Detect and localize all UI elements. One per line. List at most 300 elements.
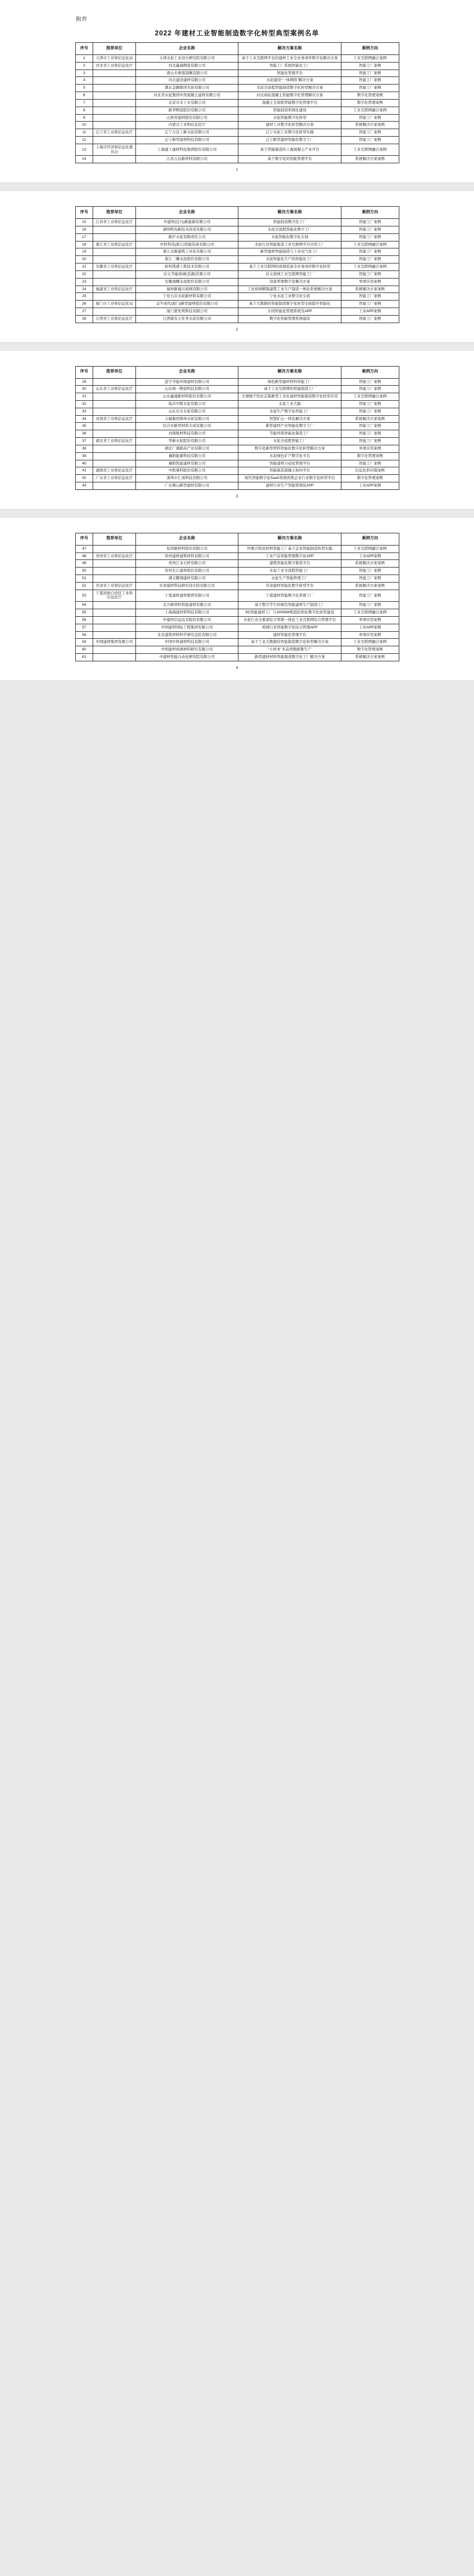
col-index: 序号	[75, 366, 93, 378]
cell-direction: 智能工厂案例	[341, 233, 399, 241]
cell-enterprise: 辽宁新型建材科技有限公司	[135, 136, 238, 144]
cell-unit	[93, 77, 135, 85]
cell-unit	[93, 69, 135, 77]
page-separator	[0, 183, 474, 191]
cell-enterprise: 河北建设建材有限公司	[135, 77, 238, 85]
cell-solution: 混凝土全流程智能数字化管理平台	[238, 99, 341, 107]
cell-solution: 水泥工业全流程智能工厂	[238, 568, 341, 575]
col-solution: 解决方案名称	[238, 366, 341, 378]
table-row	[75, 264, 399, 271]
table-row	[75, 286, 399, 293]
cell-solution: 智能制造混凝土协同平台	[238, 467, 341, 475]
cell-unit	[93, 602, 135, 609]
cell-index: 16	[75, 226, 93, 234]
cell-enterprise: 山东东岳水泥有限公司	[135, 408, 238, 415]
cell-solution: 基于工业互联网的智能制造工厂	[238, 386, 341, 393]
table-row	[75, 475, 399, 482]
sheet-2	[0, 191, 474, 342]
cell-unit: 厦门市工业和信息化局	[93, 301, 135, 308]
table-row	[75, 122, 399, 129]
cell-enterprise: 华新水泥股份有限公司	[135, 438, 238, 445]
table-row	[75, 315, 399, 323]
table-row	[75, 582, 399, 590]
cell-index: 18	[75, 241, 93, 248]
table-row	[75, 99, 399, 107]
table-row	[75, 639, 399, 646]
cell-direction: 智能工厂案例	[341, 408, 399, 415]
cell-unit: 上海市经济和信息化委员会	[93, 144, 135, 156]
table-row	[75, 460, 399, 467]
cell-unit: 辽宁省工业和信息化厅	[93, 129, 135, 137]
table-row	[75, 156, 399, 163]
table-row	[75, 568, 399, 575]
cell-index: 23	[75, 278, 93, 286]
cell-solution: 宁化水泥工业数字化车间	[238, 293, 341, 301]
cell-index: 35	[75, 423, 93, 430]
cell-direction: 数字化管理案例	[341, 452, 399, 460]
cell-enterprise: 山东鑫晟新材料股份有限公司	[135, 393, 238, 401]
cell-enterprise: 唐山市燕南制锹有限公司	[135, 69, 238, 77]
table-row	[75, 386, 399, 393]
page-number-1: 1	[236, 168, 238, 173]
cell-enterprise: 贵州江永石材有限公司	[135, 560, 238, 568]
cell-solution: 建材智能化管理平台	[238, 631, 341, 639]
cell-enterprise: 江西德安万年青水泥有限公司	[135, 315, 238, 323]
cell-solution: 智能化管理平台	[238, 69, 341, 77]
cell-direction: 工业互联网融合案例	[341, 107, 399, 114]
cell-unit	[93, 99, 135, 107]
cell-unit	[93, 233, 135, 241]
table-row	[75, 308, 399, 315]
table-row	[75, 401, 399, 408]
sheet-4	[0, 518, 474, 681]
table-row	[75, 270, 399, 278]
cell-index: 13	[75, 144, 93, 156]
cell-index: 40	[75, 460, 93, 467]
cell-solution: 基于大数据的智能制造数字化转型全面提升智能化	[238, 301, 341, 308]
cell-solution: 建筑智能化数字制造平台	[238, 560, 341, 568]
table-row	[75, 408, 399, 415]
cell-index: 55	[75, 609, 93, 617]
cell-index: 50	[75, 568, 93, 575]
cell-enterprise: 中国建材国际工程集团有限公司	[135, 624, 238, 631]
cell-unit: 河南省工业和信息化厅	[93, 415, 135, 423]
cell-unit	[93, 568, 135, 575]
cell-direction: 工业互联网融合案例	[341, 545, 399, 552]
cell-direction: 系统解决方案案例	[341, 653, 399, 661]
cell-solution: 数字化新型材料智能化数字化转型解决方案	[238, 445, 341, 452]
cell-unit	[93, 107, 135, 114]
col-unit: 推荐单位	[93, 207, 135, 219]
cell-index: 59	[75, 639, 93, 646]
cell-enterprise: 蓝宇节能环保建材有限公司	[135, 378, 238, 386]
cell-enterprise: 湖北广盛耐高产业有限公司	[135, 445, 238, 452]
cell-unit: 贵州省工业和信息化厅	[93, 552, 135, 560]
table-row	[75, 545, 399, 552]
table-row	[75, 219, 399, 226]
cell-direction: 智能工厂案例	[341, 568, 399, 575]
cell-enterprise: 山东统一陶瓷科技有限公司	[135, 386, 238, 393]
cell-index: 9	[75, 114, 93, 122]
page-title: 2022 年建材工业智能制造数字化转型典型案例名单	[155, 30, 319, 37]
cell-index: 39	[75, 452, 93, 460]
table-row	[75, 646, 399, 654]
cell-direction: 工业互联网融合案例	[341, 55, 399, 63]
cell-solution: 智能制造数字化工厂	[238, 219, 341, 226]
cell-direction: 智能工厂案例	[341, 602, 399, 609]
table-row	[75, 256, 399, 264]
cell-solution: 基于数字化的智能管理平台	[238, 156, 341, 163]
cell-direction: 智能工厂案例	[341, 69, 399, 77]
cell-unit: 安徽省工业和信息化厅	[93, 264, 135, 271]
col-solution: 解决方案名称	[238, 207, 341, 219]
cell-index: 38	[75, 445, 93, 452]
cell-index: 57	[75, 624, 93, 631]
cell-unit	[93, 445, 135, 452]
cell-unit	[93, 430, 135, 438]
cell-index: 60	[75, 646, 93, 654]
cell-enterprise: 天瑞集团郑州水泥有限公司	[135, 415, 238, 423]
col-direction: 案例方向	[341, 207, 399, 219]
cell-solution: 5G智能建材工厂与1000kW机组结构化数字化转型建设	[238, 609, 341, 617]
cell-enterprise: 上海海建材料科技有限公司	[135, 609, 238, 617]
table-row	[75, 301, 399, 308]
cell-unit: 湖南省工业和信息化厅	[93, 467, 135, 475]
cell-enterprise: 金牛现代(厦门)新型建材股份有限公司	[135, 301, 238, 308]
cell-index: 47	[75, 545, 93, 552]
cell-solution: 信义玻璃工业互联网智能工厂	[238, 270, 341, 278]
cell-unit: 宁夏回族自治区工业和信息化厅	[93, 590, 135, 602]
table-row	[75, 575, 399, 583]
cell-direction: 智能工厂案例	[341, 270, 399, 278]
cell-unit	[93, 270, 135, 278]
table-row	[75, 616, 399, 624]
col-direction: 案例方向	[341, 366, 399, 378]
cell-index: 31	[75, 393, 93, 401]
col-index: 序号	[75, 43, 93, 55]
cell-direction: 系统解决方案案例	[341, 415, 399, 423]
cell-direction: 智能工厂案例	[341, 85, 399, 92]
cell-enterprise: 安徽海螺水泥股份有限公司	[135, 278, 238, 286]
sheet-1	[0, 0, 474, 183]
cell-solution: 基于工业大数据的智能制造数字化转型解决方案	[238, 639, 341, 646]
cell-index: 25	[75, 293, 93, 301]
cell-direction: 智能工厂案例	[341, 301, 399, 308]
cell-unit	[93, 624, 135, 631]
cell-solution: 河北商砼混凝土智能数字化管理解决方案	[238, 92, 341, 100]
cell-index: 33	[75, 408, 93, 415]
cell-direction: 数字化管理案例	[341, 99, 399, 107]
cell-solution: 水泥行业智能制造工业互联网平台应用工厂	[238, 241, 341, 248]
cell-unit	[93, 393, 135, 401]
cell-enterprise: 宁夏建材建材集团有限公司	[135, 590, 238, 602]
table-row	[75, 631, 399, 639]
cell-solution: 新型建材智能制造与工业电气化工厂	[238, 248, 341, 256]
cell-enterprise: 辽宁万达工新水泥有限公司	[135, 129, 238, 137]
col-index: 序号	[75, 533, 93, 545]
cell-solution: 基于智能制造的上海混凝土产业平台	[238, 144, 341, 156]
cell-direction: 智能工厂案例	[341, 423, 399, 430]
col-unit: 推荐单位	[93, 366, 135, 378]
cell-enterprise: 中建材(宜兴)新能源有限公司	[135, 219, 238, 226]
table-row	[75, 136, 399, 144]
cell-enterprise: 内蒙古工业和信息化厅	[135, 122, 238, 129]
cell-enterprise: 襄阳能源科技有限公司	[135, 452, 238, 460]
cell-index: 48	[75, 552, 93, 560]
cell-solution: 水泥全流程智能化数字工厂	[238, 226, 341, 234]
document-page	[0, 0, 474, 681]
cell-unit	[93, 423, 135, 430]
cell-index: 4	[75, 77, 93, 85]
cell-index: 53	[75, 590, 93, 602]
cell-direction: 工业互联网融合案例	[341, 639, 399, 646]
cell-index: 28	[75, 315, 93, 323]
table-header-row	[75, 43, 399, 55]
cell-direction: 智能工厂案例	[341, 378, 399, 386]
cell-unit: 天津市工业和信息化局	[93, 55, 135, 63]
cell-direction: 系统解决方案案例	[341, 582, 399, 590]
cell-solution: 新型建材材料智能制造数字化工厂解决方案	[238, 653, 341, 661]
cell-unit: 广东省工业和信息化厅	[93, 475, 135, 482]
table-row	[75, 624, 399, 631]
cell-direction: 单项应用案例	[341, 616, 399, 624]
cell-direction: 工业APP案例	[341, 482, 399, 489]
cell-unit	[93, 226, 135, 234]
table-row	[75, 452, 399, 460]
table-row	[75, 241, 399, 248]
cell-enterprise: 天津水泥工业设计研究院有限公司	[135, 55, 238, 63]
cell-solution: 智慧矿山一体化解决方案	[238, 415, 341, 423]
cell-direction: 智能工厂案例	[341, 386, 399, 393]
cell-enterprise: 河北鑫海陶瓷有限公司	[135, 62, 238, 69]
cell-index: 12	[75, 136, 93, 144]
cell-index: 36	[75, 430, 93, 438]
cell-direction: 智能工厂案例	[341, 430, 399, 438]
cell-unit	[93, 92, 135, 100]
cell-direction: 系统解决方案案例	[341, 286, 399, 293]
table-row	[75, 107, 399, 114]
cell-index: 56	[75, 616, 93, 624]
cell-unit: 江西省工业和信息化厅	[93, 315, 135, 323]
cell-direction: 智能工厂案例	[341, 226, 399, 234]
table-row	[75, 560, 399, 568]
cell-unit: 江苏省工业和信息化厅	[93, 219, 135, 226]
cell-direction: 工业APP案例	[341, 552, 399, 560]
cell-index: 34	[75, 415, 93, 423]
cell-unit	[93, 278, 135, 286]
cell-direction: 工业互联网融合案例	[341, 144, 399, 156]
cell-solution: 车间智能化管理系统及APP	[238, 308, 341, 315]
cell-solution: 智能建材自动化管理平台	[238, 460, 341, 467]
table-row	[75, 378, 399, 386]
cell-enterprise: 江苏万达新材料有限公司	[135, 156, 238, 163]
cell-enterprise: 桂鸿新材料股份有限公司	[135, 545, 238, 552]
table-row	[75, 293, 399, 301]
cell-unit	[93, 575, 135, 583]
cell-index: 29	[75, 378, 93, 386]
cell-unit	[93, 378, 135, 386]
cell-solution: 甘肃建材智能化数字转型平台	[238, 582, 341, 590]
cell-enterprise: 山西省建材股份有限公司	[135, 114, 238, 122]
cell-enterprise: 新沪水泥有限责任公司	[135, 233, 238, 241]
cell-unit	[93, 256, 135, 264]
table-row	[75, 430, 399, 438]
cell-unit: 福建省工业和信息化厅	[93, 286, 135, 293]
cell-direction: 数字化管理案例	[341, 475, 399, 482]
cell-enterprise: 中联重科股份有限公司	[135, 467, 238, 475]
col-index: 序号	[75, 207, 93, 219]
table-row	[75, 602, 399, 609]
cell-solution: 水泥生产数字化智能工厂	[238, 408, 341, 415]
col-unit: 推荐单位	[93, 533, 135, 545]
cell-solution: 水泥全流程智能制造数字化转型解决方案	[238, 85, 341, 92]
cell-unit	[93, 609, 135, 617]
cell-enterprise: 北京建筑材料科学研究总院有限公司	[135, 631, 238, 639]
cell-index: 51	[75, 575, 93, 583]
cell-direction: 工业APP案例	[341, 624, 399, 631]
cell-unit	[93, 156, 135, 163]
table-row	[75, 653, 399, 661]
col-enterprise: 企业名称	[135, 43, 238, 55]
col-unit: 推荐单位	[93, 43, 135, 55]
cell-solution: 智能工厂系统智能化工厂	[238, 62, 341, 69]
cell-index: 20	[75, 256, 93, 264]
cell-enterprise: 中国建材玻璃材料研究有限公司	[135, 646, 238, 654]
page-separator	[0, 343, 474, 351]
cell-index: 27	[75, 308, 93, 315]
cell-solution: 宁夏建材智能数字化系统工厂	[238, 590, 341, 602]
cell-unit	[93, 293, 135, 301]
cell-index: 52	[75, 582, 93, 590]
cell-solution: 玻璃行业智能数字化综合管理APP	[238, 624, 341, 631]
cell-direction: 系统解决方案案例	[341, 560, 399, 568]
table-row	[75, 590, 399, 602]
cell-unit	[93, 408, 135, 415]
cell-enterprise: 中国中材建材科技有限公司	[135, 639, 238, 646]
cell-solution: 智能制造系统化建设	[238, 107, 341, 114]
cell-solution: 基于数字孪生的绿色智能建材生产制造工厂	[238, 602, 341, 609]
col-enterprise: 企业名称	[135, 366, 238, 378]
cell-enterprise: 中材利茂(浙江)智能装备有限公司	[135, 241, 238, 248]
cell-solution: 设备管理数字化解决方案	[238, 278, 341, 286]
cell-solution: 水泥生产智能管理工厂	[238, 575, 341, 583]
col-direction: 案例方向	[341, 533, 399, 545]
page-number-3: 3	[236, 494, 238, 499]
table-row	[75, 69, 399, 77]
cell-direction: 智能工厂案例	[341, 77, 399, 85]
cell-index: 24	[75, 286, 93, 293]
case-table-page-4	[75, 533, 399, 661]
cell-direction: 智能工厂案例	[341, 438, 399, 445]
cell-direction: 智能工厂案例	[341, 575, 399, 583]
cell-enterprise: 信义节能玻璃(芜湖)有限公司	[135, 270, 238, 278]
cell-unit	[93, 460, 135, 467]
table-row	[75, 144, 399, 156]
cell-enterprise: 河北省水泥集团中热混凝土建材有限公司	[135, 92, 238, 100]
col-solution: 解决方案名称	[238, 43, 341, 55]
cell-direction: 智能工厂案例	[341, 590, 399, 602]
cell-index: 58	[75, 631, 93, 639]
cell-enterprise: 湖州机电新技术改造有限公司	[135, 226, 238, 234]
cell-direction: 智能工厂案例	[341, 129, 399, 137]
cell-direction: 单项应用案例	[341, 631, 399, 639]
cell-direction: 信息化供应链案例	[341, 467, 399, 475]
table-row	[75, 62, 399, 69]
cell-direction: 工业互联网融合案例	[341, 609, 399, 617]
cell-index: 5	[75, 85, 93, 92]
col-direction: 案例方向	[341, 43, 399, 55]
cell-unit	[93, 401, 135, 408]
col-enterprise: 企业名称	[135, 207, 238, 219]
cell-index: 22	[75, 270, 93, 278]
table-row	[75, 85, 399, 92]
cell-direction: 数字化管理案例	[341, 92, 399, 100]
table-row	[75, 552, 399, 560]
cell-index: 3	[75, 69, 93, 77]
cell-solution: 水泥智能化数字化车间	[238, 233, 341, 241]
cell-enterprise: 临沂中联水泥有限公司	[135, 401, 238, 408]
table-row	[75, 129, 399, 137]
cell-unit	[93, 136, 135, 144]
table-header-row	[75, 366, 399, 378]
cell-unit	[93, 646, 135, 654]
sheet-3	[0, 351, 474, 510]
table-row	[75, 92, 399, 100]
cell-enterprise: 新华陶瓷股份有限公司	[135, 107, 238, 114]
cell-solution: 纤维合铝化材料智能工厂基于企业智能制造转型实践	[238, 545, 341, 552]
cell-direction: 智能工厂案例	[341, 114, 399, 122]
cell-unit: 山东省工业和信息化厅	[93, 386, 135, 393]
cell-solution: 节能环保智能化制造工厂	[238, 430, 341, 438]
cell-index: 19	[75, 248, 93, 256]
cell-index: 2	[75, 62, 93, 69]
table-row	[75, 114, 399, 122]
cell-enterprise: 北方新材料智能建材有限公司	[135, 602, 238, 609]
table-row	[75, 415, 399, 423]
cell-unit	[93, 545, 135, 552]
cell-solution: 绿色新型建材材料智能工厂	[238, 378, 341, 386]
cell-direction: 智能工厂案例	[341, 460, 399, 467]
cell-unit: 中国建材集团有限公司	[93, 639, 135, 646]
cell-enterprise: 冀东金隅集团水泥有限公司	[135, 85, 238, 92]
cell-index: 49	[75, 560, 93, 568]
cell-unit	[93, 653, 135, 661]
cell-enterprise: 宁化石岩水泥新材料有限公司	[135, 293, 238, 301]
cell-solution: 工业玻璃精制建筑工业生产制造一体化系统解决方案	[238, 286, 341, 293]
cell-direction: 工业APP案例	[341, 308, 399, 315]
cell-enterprise: 蚌埠凯盛工程技术有限公司	[135, 264, 238, 271]
cell-index: 7	[75, 99, 93, 107]
col-solution: 解决方案名称	[238, 533, 341, 545]
table-row	[75, 278, 399, 286]
table-row	[75, 438, 399, 445]
cell-solution: 数字化智能管理系统建设	[238, 315, 341, 323]
cell-enterprise: 贵州建材建筑材料有限公司	[135, 552, 238, 560]
cell-index: 37	[75, 438, 93, 445]
cell-index: 43	[75, 482, 93, 489]
cell-unit	[93, 560, 135, 568]
cell-index: 11	[75, 129, 93, 137]
cell-solution: 基于工业互联网的玻璃装备全业务闭环数字化转型	[238, 264, 341, 271]
table-header-row	[75, 207, 399, 219]
cell-index: 8	[75, 107, 93, 114]
cell-direction: 智能工厂案例	[341, 293, 399, 301]
cell-solution: 水泥行业全要素综合管理一体化工业互联网综合管理平台	[238, 616, 341, 624]
cell-unit: 甘肃省工业和信息化厅	[93, 582, 135, 590]
case-table-page-2	[75, 206, 399, 323]
cell-solution: 建材工业数字化转型解决方案	[238, 122, 341, 129]
cell-direction: 智能工厂案例	[341, 62, 399, 69]
